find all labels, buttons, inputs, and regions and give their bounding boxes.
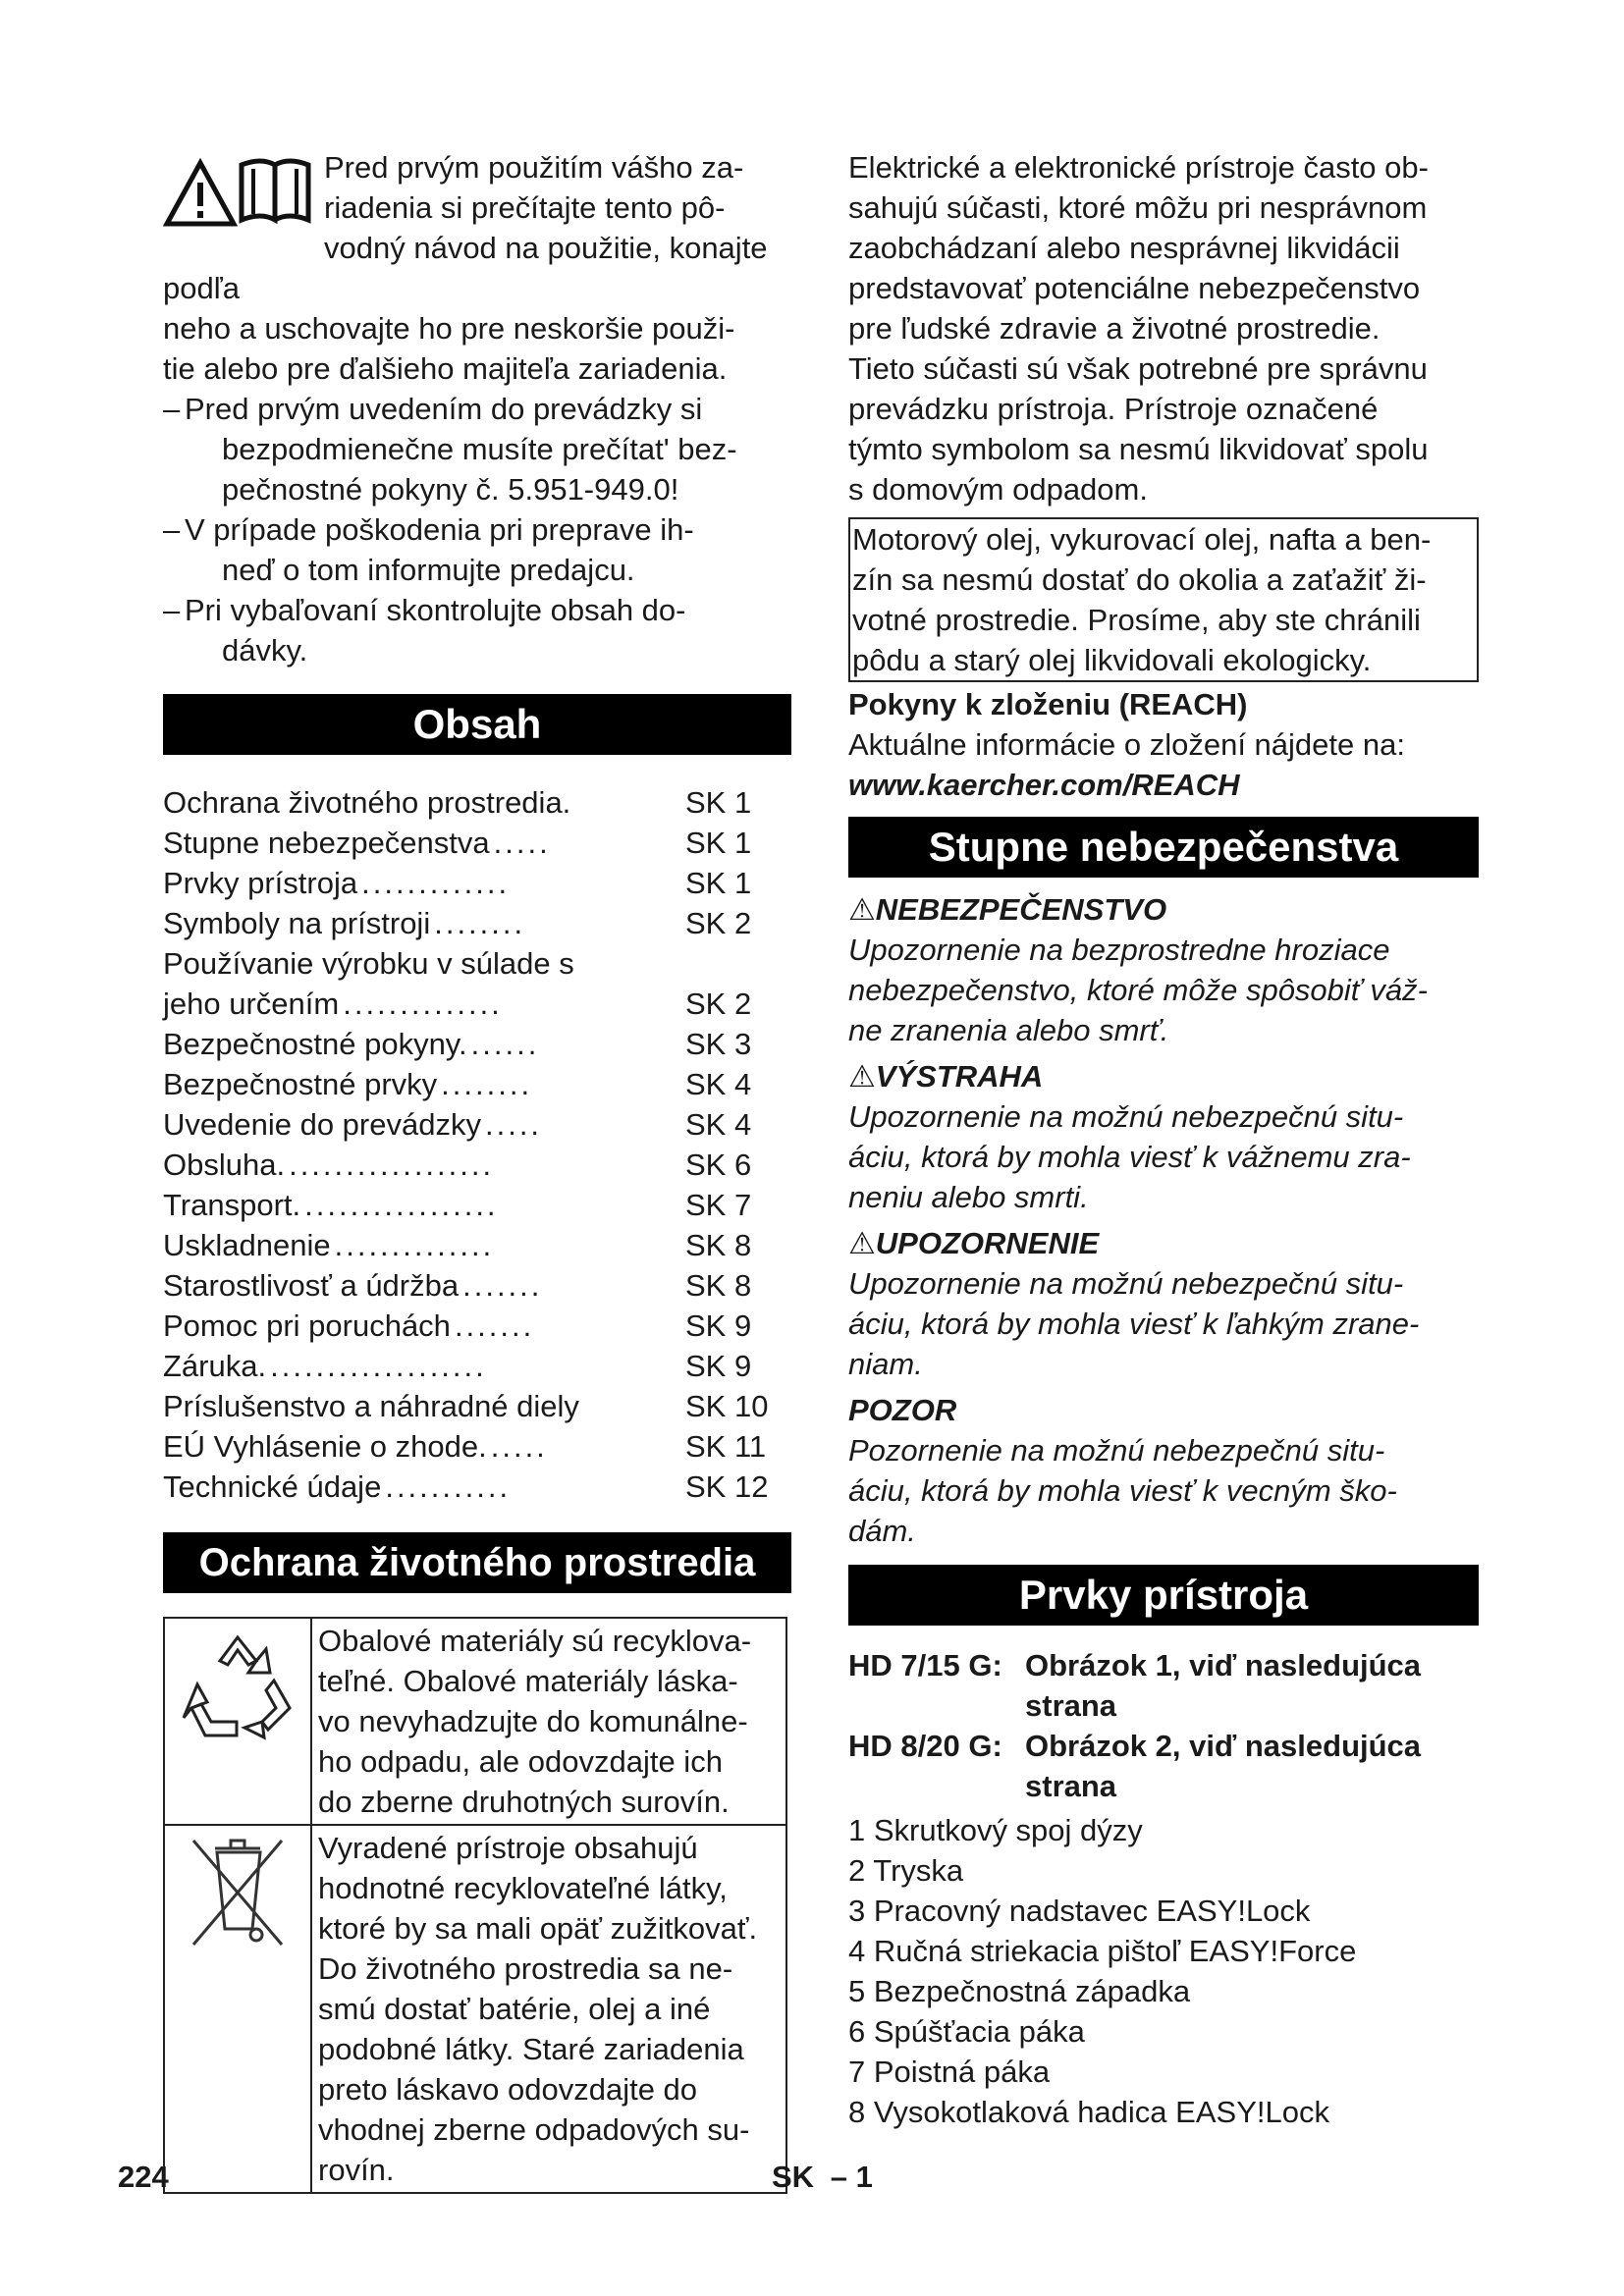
toc-row[interactable] xyxy=(163,823,791,863)
toc-page: SK 3 xyxy=(685,1027,752,1061)
toc-leader: .............. xyxy=(343,987,503,1021)
toc-label: EÚ Vyhlásenie o zhode. xyxy=(163,1429,487,1464)
list-item: 1 Skrutkový spoj dýzy xyxy=(848,1813,1143,1847)
toc-page: SK 9 xyxy=(685,1308,752,1343)
toc-label: Uvedenie do prevádzky xyxy=(163,1107,481,1142)
text-line: pre ľudské zdravie a životné prostredie. xyxy=(848,311,1380,346)
environment-heading: Ochrana životného prostredia xyxy=(163,1532,791,1593)
text-line: vhodnej zberne odpadových su- xyxy=(318,2112,750,2147)
table-row xyxy=(164,1618,786,1825)
text-line: strana xyxy=(1025,1769,1117,1803)
footer-dash: – xyxy=(830,2160,847,2194)
signal-title: UPOZORNENIE xyxy=(875,1226,1100,1260)
toc-page: SK 1 xyxy=(685,785,752,820)
section-page: 1 xyxy=(855,2160,873,2194)
toc-label: Prvky prístroja xyxy=(163,866,358,900)
text-line: nebezpečenstvo, ktoré môže spôsobiť váž- xyxy=(848,973,1428,1007)
toc-row[interactable] xyxy=(163,1064,791,1104)
toc-row[interactable] xyxy=(163,1426,791,1467)
text-line: preto láskavo odovzdajte do xyxy=(318,2072,698,2107)
text-line: Pozornenie na možnú nebezpečnú situ- xyxy=(848,1433,1385,1468)
toc-label: Bezpečnostné prvky xyxy=(163,1067,438,1101)
text-line: prevádzku prístroja. Prístroje označené xyxy=(848,392,1379,426)
bullet-line: Pri vybaľovaní skontrolujte obsah do- xyxy=(185,593,686,627)
signal-description xyxy=(848,1430,1479,1551)
bullet-line: Pred prvým uvedením do prevádzky si xyxy=(185,392,703,426)
list-item: 7 Poistná páka xyxy=(848,2055,1051,2089)
toc-page: SK 2 xyxy=(685,987,752,1021)
bullet-item xyxy=(163,509,791,590)
signal-description xyxy=(848,930,1479,1050)
table-row xyxy=(164,1825,786,2193)
toc-leader: ...... xyxy=(470,1027,540,1061)
reach-text: Aktuálne informácie o zložení nájdete na: xyxy=(848,727,1405,762)
bullet-line: pečnostné pokyny č. 5.951-949.0! xyxy=(222,472,679,507)
signal-title: POZOR xyxy=(848,1393,957,1427)
environment-table xyxy=(163,1617,787,2194)
text-line: rovín. xyxy=(318,2153,395,2187)
toc-label: Ochrana životného prostredia. xyxy=(163,785,571,820)
parts-heading: Prvky prístroja xyxy=(848,1565,1479,1626)
toc-row[interactable] xyxy=(163,1467,791,1507)
text-line: Vyradené prístroje obsahujú xyxy=(318,1831,698,1865)
toc-page: SK 6 xyxy=(685,1148,752,1182)
text-line: Elektrické a elektronické prístroje často ob- xyxy=(848,150,1429,185)
toc-label: Obsluha. xyxy=(163,1148,286,1182)
toc-row[interactable] xyxy=(163,863,791,903)
toc-row[interactable] xyxy=(163,1225,791,1265)
model-row xyxy=(848,1645,1479,1726)
list-item: 2 Tryska xyxy=(848,1853,964,1888)
toc-leader: ....... xyxy=(462,1268,543,1303)
text-line: pôdu a starý olej likvidovali ekologicky. xyxy=(852,643,1372,677)
oil-notice-box xyxy=(848,517,1479,682)
toc-leader: .............. xyxy=(334,1228,495,1262)
toc-row[interactable] xyxy=(163,1185,791,1225)
list-item: 5 Bezpečnostná západka xyxy=(848,1974,1191,2008)
signal-title: VÝSTRAHA xyxy=(875,1059,1044,1094)
toc-page: SK 9 xyxy=(685,1349,752,1383)
signal-word xyxy=(848,1223,1479,1263)
text-line: Do životného prostredia sa ne- xyxy=(318,1951,733,1986)
text-line: niam. xyxy=(848,1347,923,1381)
toc-leader: ................... xyxy=(270,1349,487,1383)
toc-label: Symboly na prístroji xyxy=(163,906,431,940)
recycle-icon-cell xyxy=(164,1618,311,1825)
signal-word xyxy=(848,1056,1479,1096)
toc-page: SK 7 xyxy=(685,1188,752,1222)
toc-label: Stupne nebezpečenstva xyxy=(163,826,490,860)
toc-label: Technické údaje xyxy=(163,1469,382,1504)
left-column xyxy=(163,147,791,2194)
toc-page: SK 4 xyxy=(685,1107,752,1142)
text-line: smú dostať batérie, olej a iné xyxy=(318,1992,711,2026)
page-number: 224 xyxy=(118,2160,169,2194)
toc-leader xyxy=(570,782,685,823)
text-line: Upozornenie na bezprostredne hroziace xyxy=(848,933,1390,967)
reach-link[interactable]: www.kaercher.com/REACH xyxy=(848,768,1240,802)
toc-row[interactable] xyxy=(163,903,791,943)
text-line: Tieto súčasti sú však potrebné pre správnu xyxy=(848,351,1428,386)
toc-label: jeho určením xyxy=(163,987,340,1021)
table-of-contents xyxy=(163,782,791,1507)
toc-row[interactable] xyxy=(163,1104,791,1145)
toc-row[interactable] xyxy=(163,1024,791,1064)
text-line: zín sa nesmú dostať do okolia a zaťažiť ži- xyxy=(852,562,1427,597)
text-line: podobné látky. Staré zariadenia xyxy=(318,2032,744,2066)
recycle-icon xyxy=(166,1620,309,1767)
toc-page: SK 1 xyxy=(685,866,752,900)
toc-row[interactable] xyxy=(163,984,791,1024)
intro-line: vodný návod na použitie, konajte podľa xyxy=(163,231,768,305)
warning-triangle-icon: ⚠ xyxy=(848,892,876,927)
toc-leader: ..... xyxy=(493,826,551,860)
bullet-line: bezpodmienečne musíte prečítat' bez- xyxy=(222,432,737,466)
toc-leader: ........ xyxy=(434,906,526,940)
intro-line: Pred prvým použitím vášho za- xyxy=(324,150,744,185)
text-line: ktoré by sa mali opäť zužitkovať. xyxy=(318,1911,758,1946)
intro-section xyxy=(163,147,791,670)
toc-row[interactable] xyxy=(163,1145,791,1185)
text-line: s domovým odpadom. xyxy=(848,472,1148,507)
text-line: Obrázok 1, viď nasledujúca xyxy=(1025,1648,1422,1682)
warning-triangle-icon: ⚠ xyxy=(848,1059,876,1094)
section-page-label xyxy=(772,2160,873,2195)
signal-title: NEBEZPEČENSTVO xyxy=(875,892,1167,927)
toc-row[interactable] xyxy=(163,1386,791,1426)
toc-page: SK 11 xyxy=(685,1429,767,1464)
text-line: Motorový olej, vykurovací olej, nafta a ben- xyxy=(852,522,1432,557)
intro-line: neho a uschovajte ho pre neskoršie použi- xyxy=(163,311,735,346)
toc-leader: ..... xyxy=(490,1429,548,1464)
text-line: Obalové materiály sú recyklova- xyxy=(318,1624,752,1658)
list-item: 3 Pracovný nadstavec EASY!Lock xyxy=(848,1894,1311,1928)
toc-leader: .................. xyxy=(289,1148,495,1182)
toc-label[interactable]: Používanie výrobku v súlade s xyxy=(163,946,574,981)
warning-triangle-icon: ⚠ xyxy=(848,1226,876,1260)
signal-word xyxy=(848,1390,1479,1430)
toc-label: Uskladnenie xyxy=(163,1228,331,1262)
bullet-item xyxy=(163,590,791,670)
parts-list xyxy=(848,1810,1479,2132)
text-line: Upozornenie na možnú nebezpečnú situ- xyxy=(848,1099,1404,1134)
text-line: votné prostredie. Prosíme, aby ste chránili xyxy=(852,603,1421,637)
crossed-bin-icon xyxy=(166,1827,309,1964)
text-line: hodnotné recyklovateľné látky, xyxy=(318,1871,728,1905)
toc-page: SK 1 xyxy=(685,826,752,860)
bullet-line: neď o tom informujte predajcu. xyxy=(222,553,635,587)
bullet-line: V prípade poškodenia pri preprave ih- xyxy=(185,512,694,547)
toc-label: Bezpečnostné pokyny. xyxy=(163,1027,467,1061)
read-manual-warning-icon xyxy=(163,155,312,230)
text-line: dám. xyxy=(848,1514,916,1548)
danger-levels xyxy=(848,889,1479,1551)
dash-marker: – xyxy=(163,512,181,547)
text-line: Upozornenie na možnú nebezpečnú situ- xyxy=(848,1266,1404,1301)
text-line: neniu alebo smrti. xyxy=(848,1180,1089,1214)
toc-leader: ............. xyxy=(361,866,511,900)
model-references xyxy=(848,1645,1479,1806)
danger-levels-heading: Stupne nebezpečenstva xyxy=(848,817,1479,878)
text-line: sahujú súčasti, ktoré môžu pri nesprávnom xyxy=(848,190,1428,225)
dash-marker: – xyxy=(163,392,181,426)
text-line: Obrázok 2, viď nasledujúca xyxy=(1025,1729,1422,1763)
text-line: áciu, ktorá by mohla viesť k vecným ško- xyxy=(848,1473,1397,1508)
text-line: týmto symbolom sa nesmú likvidovať spolu xyxy=(848,432,1429,466)
bullet-item xyxy=(163,389,791,509)
toc-row[interactable] xyxy=(163,1306,791,1346)
list-item: 8 Vysokotlaková hadica EASY!Lock xyxy=(848,2095,1329,2129)
text-line: vo nevyhadzujte do komunálne- xyxy=(318,1704,748,1738)
toc-label: Starostlivosť a údržba xyxy=(163,1268,460,1303)
toc-leader: ........ xyxy=(441,1067,533,1101)
reach-heading: Pokyny k zloženiu (REACH) xyxy=(848,687,1248,721)
toc-page: SK 8 xyxy=(685,1228,752,1262)
text-line: strana xyxy=(1025,1688,1117,1723)
signal-word xyxy=(848,889,1479,930)
text-line: teľné. Obalové materiály láska- xyxy=(318,1664,738,1698)
intro-line: riadenia si prečítajte tento pô- xyxy=(324,190,726,225)
toc-leader: ................. xyxy=(304,1188,499,1222)
weee-icon-cell xyxy=(164,1825,311,2193)
text-line: áciu, ktorá by mohla viesť k vážnemu zra- xyxy=(848,1140,1411,1174)
signal-description xyxy=(848,1096,1479,1217)
toc-page: SK 4 xyxy=(685,1067,752,1101)
text-line: ho odpadu, ale odovzdajte ich xyxy=(318,1744,723,1779)
right-column xyxy=(848,147,1479,2132)
toc-row[interactable] xyxy=(163,1265,791,1306)
text-line: predstavovať potenciálne nebezpečenstvo xyxy=(848,271,1421,305)
toc-page: SK 10 xyxy=(685,1389,769,1423)
toc-page: SK 12 xyxy=(685,1469,769,1504)
toc-page: SK 2 xyxy=(685,906,752,940)
toc-leader: ....... xyxy=(454,1308,535,1343)
model-name: HD 8/20 G: xyxy=(848,1729,1002,1763)
text-line: ne zranenia alebo smrť. xyxy=(848,1013,1169,1047)
weee-text xyxy=(311,1825,786,2193)
toc-leader: ..... xyxy=(484,1107,543,1142)
model-row xyxy=(848,1726,1479,1806)
signal-description xyxy=(848,1263,1479,1384)
toc-leader: ........... xyxy=(385,1469,512,1504)
recycle-text xyxy=(311,1618,786,1825)
toc-label: Pomoc pri poruchách xyxy=(163,1308,451,1343)
bullet-line: dávky. xyxy=(222,633,308,667)
list-item: 6 Spúšťacia páka xyxy=(848,2014,1085,2049)
text-line: do zberne druhotných surovín. xyxy=(318,1785,730,1819)
toc-row[interactable] xyxy=(163,782,791,823)
toc-leader xyxy=(579,1386,685,1426)
intro-line: tie alebo pre ďalšieho majiteľa zariadenia. xyxy=(163,351,728,386)
model-name: HD 7/15 G: xyxy=(848,1648,1002,1682)
list-item: 4 Ručná striekacia pištoľ EASY!Force xyxy=(848,1934,1357,1968)
toc-heading: Obsah xyxy=(163,694,791,755)
text-line: áciu, ktorá by mohla viesť k ľahkým zrane- xyxy=(848,1307,1420,1341)
toc-label: Transport. xyxy=(163,1188,301,1222)
text-line: zaobchádzaní alebo nesprávnej likvidácii xyxy=(848,231,1400,265)
toc-row[interactable] xyxy=(163,1346,791,1386)
section-code: SK xyxy=(772,2160,815,2194)
toc-label: Príslušenstvo a náhradné diely xyxy=(163,1389,579,1423)
electronics-paragraph xyxy=(848,147,1479,509)
toc-label: Záruka. xyxy=(163,1349,267,1383)
toc-page: SK 8 xyxy=(685,1268,752,1303)
dash-marker: – xyxy=(163,593,181,627)
